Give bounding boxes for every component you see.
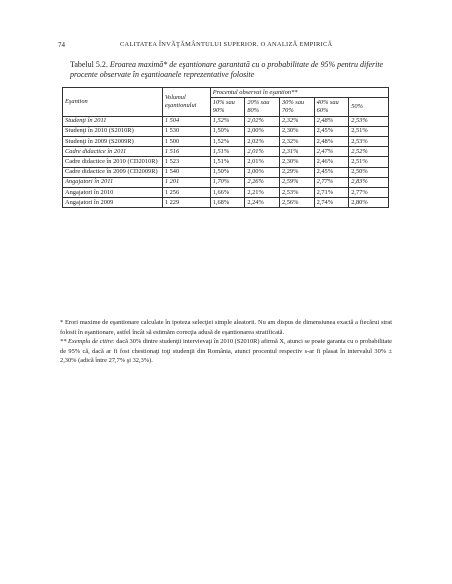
cell-value: 1,68% bbox=[210, 198, 245, 208]
cell-value: 2,01% bbox=[245, 157, 280, 167]
footnote-2-label: ** Exemplu de citire bbox=[60, 338, 113, 346]
row-volume: 1 530 bbox=[162, 126, 210, 136]
row-name: Angajatori în 2011 bbox=[63, 177, 163, 187]
table-caption bbox=[70, 60, 400, 80]
table-row bbox=[63, 177, 389, 187]
cell-value: 2,74% bbox=[314, 198, 349, 208]
cell-value: 2,77% bbox=[349, 188, 389, 198]
table-row bbox=[63, 126, 389, 136]
error-table bbox=[62, 87, 389, 208]
table-title: Eroarea maximă* de eşantionare garantată cu o probabilitate de 95% pentru diferite procente observate în eşantioanele reprezentative folosite bbox=[70, 60, 384, 79]
cell-value: 2,32% bbox=[279, 116, 314, 126]
cell-value: 2,02% bbox=[245, 116, 280, 126]
cell-value: 2,77% bbox=[314, 177, 349, 187]
cell-value: 2,47% bbox=[314, 147, 349, 157]
row-name: Cadre didactice în 2010 (CD2010R) bbox=[63, 157, 163, 167]
cell-value: 2,46% bbox=[314, 157, 349, 167]
row-name: Cadre didactice în 2009 (CD2009R) bbox=[63, 167, 163, 177]
footnote-1: * Erori maxime de eşantionare calculate în ipoteza selecţiei simple aleatorii. Nu am dispus de dimensiunea exactă a fiecărui strat folosit în eşantionare, astfel încât să estimăm corecţia adusă de eşantionarea stratificată. bbox=[60, 319, 392, 336]
cell-value: 2,00% bbox=[245, 167, 280, 177]
cell-value: 2,48% bbox=[314, 137, 349, 147]
row-name: Studenţi în 2010 (S2010R) bbox=[63, 126, 163, 136]
table-label: Tabelul 5.2. bbox=[70, 60, 108, 69]
cell-value: 2,56% bbox=[279, 198, 314, 208]
row-volume: 1 516 bbox=[162, 147, 210, 157]
cell-value: 2,45% bbox=[314, 126, 349, 136]
running-head: CALITATEA ÎNVĂŢĂMÂNTULUI SUPERIOR. O ANALIZĂ EMPIRICĂ bbox=[120, 41, 333, 48]
table-row bbox=[63, 137, 389, 147]
cell-value: 1,51% bbox=[210, 157, 245, 167]
header-volume: Volumul eşantionului bbox=[162, 88, 210, 117]
cell-value: 1,52% bbox=[210, 137, 245, 147]
cell-value: 2,53% bbox=[279, 188, 314, 198]
page-number: 74 bbox=[58, 41, 65, 49]
cell-value: 2,71% bbox=[314, 188, 349, 198]
footnote-2-body: : dacă 30% dintre studenţii intervievaţi în 2010 (S2010R) afirmă X, atunci se poate garanta cu o probabilitate de 95% că, dacă ar fi fost chestionaţi toţi studenţii din România, atunci procentul respectiv s-ar fi plasat în intervalul 30% ± 2,30% (adică între 27,7% şi 32,3%). bbox=[60, 338, 392, 365]
cell-value: 2,30% bbox=[279, 157, 314, 167]
row-name: Angajatori în 2009 bbox=[63, 198, 163, 208]
cell-value: 2,30% bbox=[279, 126, 314, 136]
cell-value: 2,80% bbox=[349, 198, 389, 208]
cell-value: 2,26% bbox=[245, 177, 280, 187]
cell-value: 2,53% bbox=[349, 137, 389, 147]
row-volume: 1 504 bbox=[162, 116, 210, 126]
cell-value: 2,53% bbox=[349, 116, 389, 126]
header-pct-30: 30% sau 70% bbox=[279, 98, 314, 116]
cell-value: 2,02% bbox=[245, 137, 280, 147]
cell-value: 2,51% bbox=[349, 157, 389, 167]
row-name: Studenţi în 2011 bbox=[63, 116, 163, 126]
cell-value: 2,51% bbox=[349, 126, 389, 136]
table-notes bbox=[60, 318, 392, 366]
cell-value: 1,51% bbox=[210, 147, 245, 157]
table-row bbox=[63, 116, 389, 126]
cell-value: 2,32% bbox=[279, 137, 314, 147]
footnote-2 bbox=[60, 337, 392, 366]
cell-value: 1,50% bbox=[210, 167, 245, 177]
cell-value: 2,45% bbox=[314, 167, 349, 177]
table-row bbox=[63, 157, 389, 167]
table-row bbox=[63, 147, 389, 157]
header-pct-40: 40% sau 60% bbox=[314, 98, 349, 116]
table-row bbox=[63, 188, 389, 198]
row-volume: 1 229 bbox=[162, 198, 210, 208]
cell-value: 2,21% bbox=[245, 188, 280, 198]
cell-value: 2,31% bbox=[279, 147, 314, 157]
header-percent-group: Procentul observat în eşantion** bbox=[210, 88, 388, 98]
cell-value: 1,66% bbox=[210, 188, 245, 198]
row-volume: 1 523 bbox=[162, 157, 210, 167]
row-name: Studenţi în 2009 (S2009R) bbox=[63, 137, 163, 147]
cell-value: 2,48% bbox=[314, 116, 349, 126]
row-name: Cadre didactice în 2011 bbox=[63, 147, 163, 157]
cell-value: 2,50% bbox=[349, 167, 389, 177]
header-pct-10: 10% sau 90% bbox=[210, 98, 245, 116]
cell-value: 2,00% bbox=[245, 126, 280, 136]
row-volume: 1 201 bbox=[162, 177, 210, 187]
row-volume: 1 500 bbox=[162, 137, 210, 147]
cell-value: 1,70% bbox=[210, 177, 245, 187]
header-pct-50: 50% bbox=[349, 98, 389, 116]
cell-value: 2,29% bbox=[279, 167, 314, 177]
cell-value: 2,52% bbox=[349, 147, 389, 157]
row-name: Angajatori în 2010 bbox=[63, 188, 163, 198]
header-sample: Eşantion bbox=[63, 88, 163, 117]
cell-value: 1,50% bbox=[210, 126, 245, 136]
cell-value: 2,24% bbox=[245, 198, 280, 208]
table-row bbox=[63, 167, 389, 177]
table-row bbox=[63, 198, 389, 208]
cell-value: 2,01% bbox=[245, 147, 280, 157]
row-volume: 1 540 bbox=[162, 167, 210, 177]
cell-value: 1,52% bbox=[210, 116, 245, 126]
cell-value: 2,83% bbox=[349, 177, 389, 187]
row-volume: 1 256 bbox=[162, 188, 210, 198]
header-pct-20: 20% sau 80% bbox=[245, 98, 280, 116]
cell-value: 2,59% bbox=[279, 177, 314, 187]
